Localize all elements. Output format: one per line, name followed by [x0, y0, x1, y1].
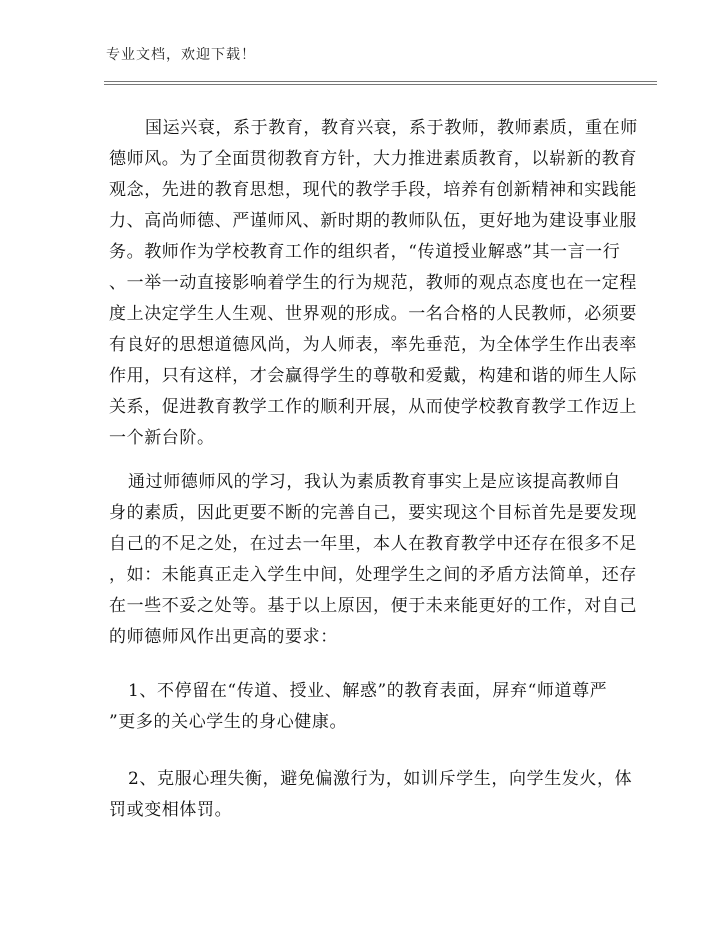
body-line: ，如：未能真正走入学生中间，处理学生之间的矛盾方法简单，还存 [109, 565, 637, 585]
body-line: 务。教师作为学校教育工作的组织者，“传道授业解惑”其一言一行 [109, 242, 621, 262]
list-item-1-line: ”更多的关心学生的身心健康。 [109, 712, 348, 732]
body-line: 观念，先进的教育思想，现代的教学手段，培养有创新精神和实践能 [109, 180, 637, 200]
list-item-1-line: 1、不停留在“传道、授业、解惑”的教育表面，屏弃“师道尊严 [128, 681, 608, 701]
body-line: 身的素质，因此更要不断的完善自己，要实现这个目标首先是要发现 [109, 503, 637, 523]
body-line: 德师风。为了全面贯彻教育方针，大力推进素质教育，以崭新的教育 [109, 149, 637, 169]
body-line: 的师德师风作出更高的要求： [109, 627, 338, 647]
body-line: 在一些不妥之处等。基于以上原因，便于未来能更好的工作，对自己 [109, 596, 637, 616]
list-item-2-line: 2、克服心理失衡，避免偏激行为，如训斥学生，向学生发火，体 [128, 769, 633, 789]
body-line: 自己的不足之处，在过去一年里，本人在教育教学中还存在很多不足 [109, 534, 637, 554]
list-item-2-line: 罚或变相体罚。 [109, 800, 233, 820]
header-note: 专业文档，欢迎下载！ [106, 47, 256, 63]
body-line: 作用，只有这样，才会赢得学生的尊敬和爱戴，构建和谐的师生人际 [109, 366, 637, 386]
body-line: 关系，促进教育教学工作的顺利开展，从而使学校教育教学工作迈上 [109, 397, 637, 417]
body-line: 一个新台阶。 [109, 428, 215, 448]
body-line: 国运兴衰，系于教育，教育兴衰，系于教师，教师素质，重在师 [145, 118, 638, 138]
body-line: 通过师德师风的学习，我认为素质教育事实上是应该提高教师自 [128, 472, 621, 492]
body-line: 力、高尚师德、严谨师风、新时期的教师队伍，更好地为建设事业服 [109, 211, 637, 231]
body-line: 、一举一动直接影响着学生的行为规范，教师的观点态度也在一定程 [109, 273, 637, 293]
body-line: 有良好的思想道德风尚，为人师表，率先垂范，为全体学生作出表率 [109, 335, 637, 355]
body-line: 度上决定学生人生观、世界观的形成。一名合格的人民教师，必须要 [109, 304, 637, 324]
